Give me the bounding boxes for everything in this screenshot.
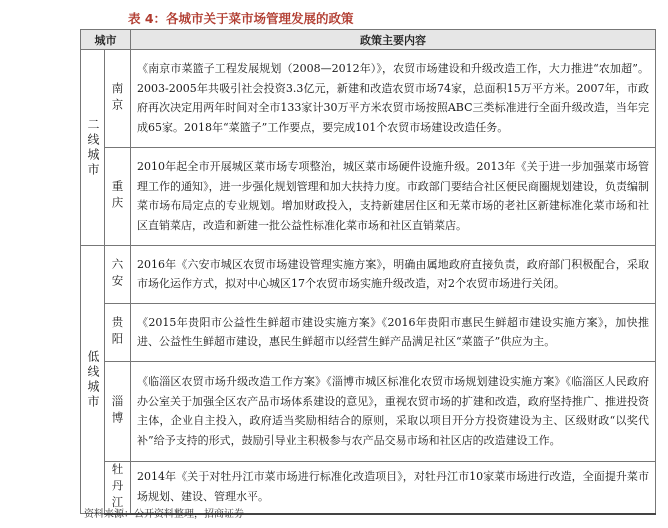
header-policy: 政策主要内容 [131, 30, 656, 50]
policy-cell: 2014年《关于对牡丹江市菜市场进行标准化改造项目》，对牡丹江市10家菜市场进行改造，全面提升菜市场规划、建设、管理水平。 [131, 462, 656, 514]
table-row [81, 362, 656, 462]
policy-cell: 《临淄区农贸市场升级改造工作方案》《淄博市城区标准化农贸市场规划建设实施方案》《临淄区人民政府办公室关于加强全区农产品市场体系建设的意见》，重视农贸市场的扩建和改造，政府坚持推广、推进投资主体，企业自主投入，政府适当奖励相结合的原则，采取以项目开分方投资建设为主、区级财政“以奖代补”给予支持的形式，鼓励引导业主积极参与农产品交易市场和社区店的改造建设工作。 [131, 362, 656, 462]
table-header-row [81, 30, 656, 50]
table-row [81, 50, 656, 148]
header-city: 城市 [81, 30, 131, 50]
tier-cell: 二线城市 [81, 50, 105, 246]
city-cell: 牡丹江 [105, 462, 131, 514]
table-row [81, 246, 656, 304]
policy-cell: 《南京市菜篮子工程发展规划（2008—2012年）》，农贸市场建设和升级改造工作，大力推进“农加超”。2003-2005年共吸引社会投资3.3亿元，新建和改造农贸市场74家，总面积15万平方米。2007年，市政府再次决定用两年时间对全市133家计30万平方米农贸市场按照ABC三类标准进行全面升级改造，当年完成65家。2018年“菜篮子”工作要点，要完成101个农贸市场建设改造任务。 [131, 50, 656, 148]
source-note: 资料来源：公开资料整理，招商证券 [84, 509, 244, 520]
city-cell: 淄博 [105, 362, 131, 462]
city-cell: 重庆 [105, 148, 131, 246]
policy-cell: 《2015年贵阳市公益性生鲜超市建设实施方案》《2016年贵阳市惠民生鲜超市建设实施方案》，加快推进、公益性生鲜超市建设，惠民生鲜超市以经营生鲜产品满足社区“菜篮子”供应为主。 [131, 304, 656, 362]
table-row [81, 148, 656, 246]
policy-table [80, 29, 656, 515]
city-cell: 六安 [105, 246, 131, 304]
policy-cell: 2010年起全市开展城区菜市场专项整治，城区菜市场硬件设施升级。2013年《关于进一步加强菜市场管理工作的通知》，进一步强化规划管理和加大扶持力度。市政部门要结合社区便民商圈规划建设，负责编制菜市场布局定点的专业规划。增加财政投入，支持新建居住区和无菜市场的老社区新建标准化菜市场和社区直销菜店，改造和新建一批公益性标准化菜市场和社区直销菜店。 [131, 148, 656, 246]
policy-cell: 2016年《六安市城区农贸市场建设管理实施方案》，明确由属地政府直接负责，政府部门积极配合，采取市场化运作方式，拟对中心城区17个农贸市场实施升级改造，对2个农贸市场进行关闭。 [131, 246, 656, 304]
city-cell: 南京 [105, 50, 131, 148]
table-caption: 表 4：各城市关于菜市场管理发展的政策 [128, 11, 354, 26]
tier-cell: 低线城市 [81, 246, 105, 514]
table-row [81, 304, 656, 362]
city-cell: 贵阳 [105, 304, 131, 362]
